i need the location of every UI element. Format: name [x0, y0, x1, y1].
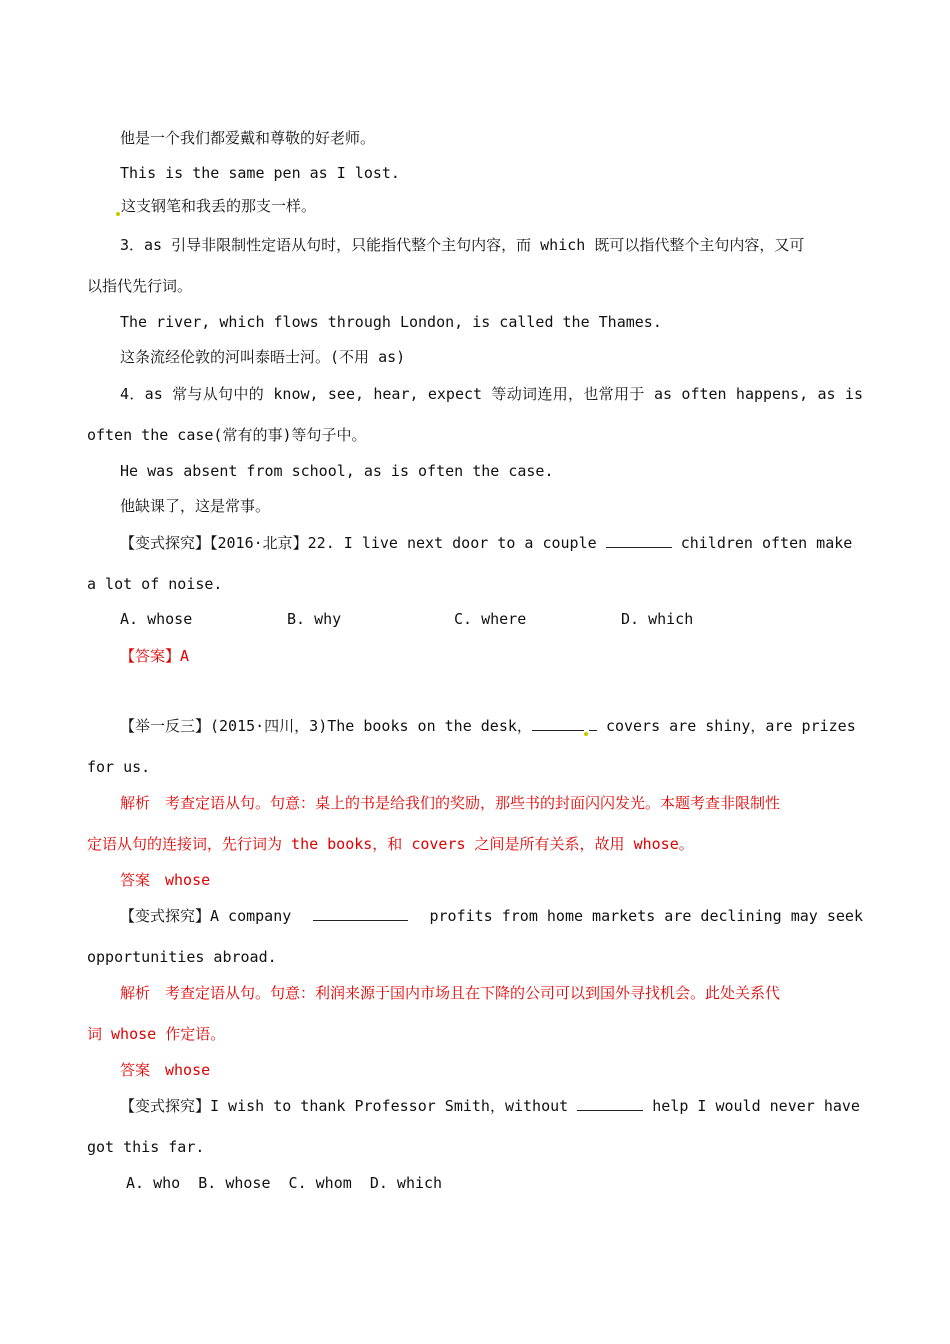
text-line: 以指代先行词。 [87, 277, 193, 295]
answer-line: 答案 whose [120, 1061, 211, 1079]
option-a: A. whose [120, 610, 193, 628]
text-line: 他缺课了，这是常事。 [120, 497, 271, 515]
answer-blank [313, 906, 408, 921]
text-line: 4．as 常与从句中的 know, see, hear, expect 等动词连用，也常用于 as often happens, as is [120, 385, 863, 403]
explanation-line: 词 whose 作定语。 [87, 1025, 226, 1043]
answer-blank [606, 533, 672, 548]
answer-blank [532, 716, 584, 731]
highlight-mark [116, 212, 120, 216]
text-line: 这条流经伦敦的河叫泰晤士河。(不用 as) [120, 348, 406, 366]
question-1: 【变式探究】【2016·北京】22. I live next door to a couple children often make [120, 534, 853, 552]
text-line: opportunities abroad. [87, 948, 277, 966]
option-b: B. why [287, 610, 342, 628]
text-line: a lot of noise. [87, 575, 223, 593]
option-c: C. where [454, 610, 527, 628]
highlight-mark [584, 732, 588, 736]
text-line: 这支钢笔和我丢的那支一样。 [116, 196, 316, 216]
text-line: The river, which flows through London, is called the Thames. [120, 313, 662, 331]
text-line: 3．as 引导非限制性定语从句时，只能指代整个主句内容，而 which 既可以指代整个主句内容，又可 [120, 236, 805, 254]
text-line: got this far. [87, 1138, 205, 1156]
explanation-line: 解析 考查定语从句。句意：利润来源于国内市场且在下降的公司可以到国外寻找机会。此处关系代 [120, 984, 781, 1002]
answer-line: 答案 whose [120, 871, 211, 889]
question-3: 【变式探究】A company profits from home markets are declining may seek [120, 907, 863, 925]
options-line: A. who B. whose C. whom D. which [126, 1174, 443, 1192]
option-d: D. which [621, 610, 694, 628]
explanation-line: 解析 考查定语从句。句意：桌上的书是给我们的奖励，那些书的封面闪闪发光。本题考查非限制性 [120, 794, 781, 812]
text-line: This is the same pen as I lost. [120, 164, 400, 182]
text-line: for us. [87, 758, 151, 776]
answer-blank [577, 1096, 643, 1111]
text-line: often the case(常有的事)等句子中。 [87, 426, 367, 444]
text-line: 他是一个我们都爱戴和尊敬的好老师。 [120, 129, 376, 147]
explanation-line: 定语从句的连接词，先行词为 the books，和 covers 之间是所有关系，故用 whose。 [87, 835, 694, 853]
answer-label: 【答案】A [120, 647, 190, 665]
question-2: 【举一反三】(2015·四川，3)The books on the desk， covers are shiny，are prizes [120, 717, 856, 735]
text-line: He was absent from school, as is often the case. [120, 462, 554, 480]
question-4: 【变式探究】I wish to thank Professor Smith，without help I would never have [120, 1097, 860, 1115]
